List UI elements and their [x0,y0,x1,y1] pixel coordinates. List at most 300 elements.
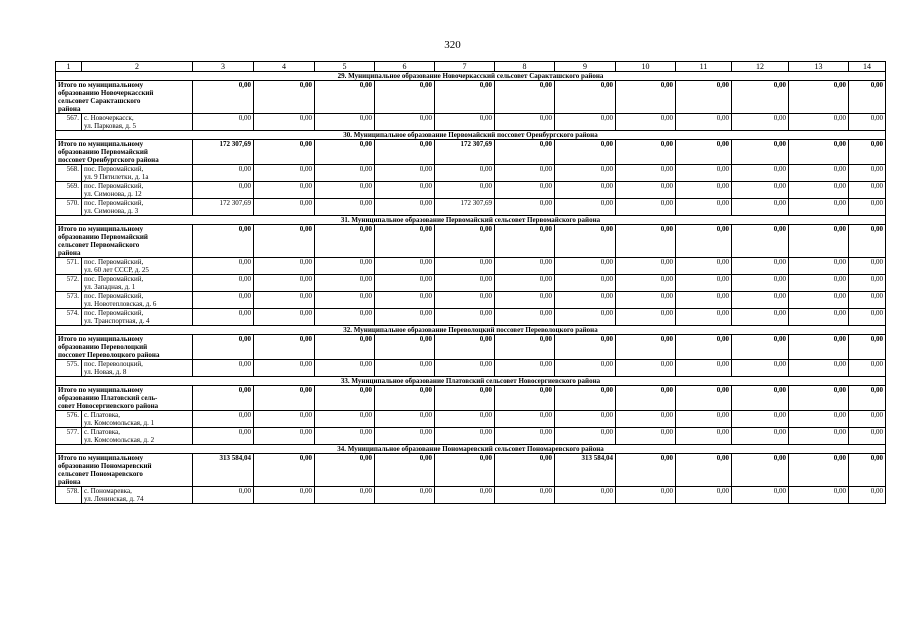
address-cell [82,275,193,292]
address-cell [82,411,193,428]
total-label-line: поссовет Переволоцкого района [58,351,160,359]
row-value: 0,00 [375,360,435,377]
total-value: 0,00 [193,225,254,258]
total-label-line: образованию Переволоцкий [58,343,148,351]
row-value: 0,00 [732,428,789,445]
row-value: 0,00 [555,411,616,428]
table-row [56,292,886,309]
row-value: 0,00 [732,411,789,428]
row-value: 0,00 [849,275,886,292]
total-value: 0,00 [789,225,849,258]
row-value: 0,00 [676,487,732,504]
section-title: 31. Муниципальное образование Первомайский сельсовет Первомайского района [56,216,886,225]
total-label [56,225,193,258]
row-value: 0,00 [495,360,555,377]
address-cell-line: пос. Первомайский, [84,292,144,300]
total-value: 0,00 [495,225,555,258]
total-value: 0,00 [555,140,616,165]
total-value: 0,00 [254,225,315,258]
row-value: 0,00 [555,199,616,216]
row-value: 0,00 [555,487,616,504]
total-value: 0,00 [254,140,315,165]
total-value: 0,00 [555,225,616,258]
total-value: 0,00 [789,386,849,411]
address-cell [82,258,193,275]
total-value: 0,00 [435,225,495,258]
row-value: 0,00 [435,292,495,309]
row-value: 0,00 [315,199,375,216]
row-number: 578. [56,487,82,504]
row-value: 0,00 [315,114,375,131]
total-value: 0,00 [616,454,676,487]
row-number: 573. [56,292,82,309]
total-label-line: района [58,478,81,486]
row-value: 0,00 [676,428,732,445]
total-value: 0,00 [732,140,789,165]
total-value: 0,00 [254,454,315,487]
row-value: 0,00 [435,309,495,326]
total-label-line: совет Новосергиевского района [58,402,159,410]
address-cell [82,428,193,445]
column-header: 9 [555,62,616,72]
row-value: 0,00 [676,275,732,292]
row-value: 0,00 [193,292,254,309]
section-title: 29. Муниципальное образование Новочеркасский сельсовет Саракташского района [56,72,886,81]
total-value: 0,00 [849,225,886,258]
row-value: 0,00 [849,487,886,504]
row-value: 0,00 [254,165,315,182]
row-value: 0,00 [315,309,375,326]
row-value: 0,00 [849,182,886,199]
row-value: 0,00 [315,182,375,199]
row-value: 0,00 [315,258,375,275]
row-value: 0,00 [254,487,315,504]
total-value: 0,00 [254,335,315,360]
address-cell-line: с. Платовка, [84,411,121,419]
row-value: 0,00 [849,165,886,182]
table-row [56,275,886,292]
row-value: 0,00 [676,292,732,309]
row-value: 0,00 [676,165,732,182]
total-value: 0,00 [315,335,375,360]
row-value: 0,00 [193,182,254,199]
row-number: 577. [56,428,82,445]
row-value: 0,00 [375,487,435,504]
row-value: 0,00 [789,199,849,216]
row-value: 0,00 [616,114,676,131]
row-value: 0,00 [193,275,254,292]
row-value: 0,00 [315,360,375,377]
total-value: 0,00 [375,386,435,411]
total-value: 0,00 [495,335,555,360]
row-value: 0,00 [315,275,375,292]
row-value: 0,00 [375,292,435,309]
address-cell-line: ул. Новая, д. 8 [84,368,127,376]
total-label-line: Итого по муниципальному [58,140,144,148]
row-value: 0,00 [315,411,375,428]
address-cell-line: пос. Первомайский, [84,165,144,173]
row-value: 0,00 [676,309,732,326]
row-value: 0,00 [616,199,676,216]
row-value: 0,00 [375,428,435,445]
total-value: 0,00 [435,386,495,411]
address-cell-line: ул. Новотепловская, д. 6 [84,300,157,308]
row-value: 172 307,69 [193,199,254,216]
column-header: 6 [375,62,435,72]
row-value: 0,00 [676,199,732,216]
total-value: 0,00 [849,386,886,411]
total-value: 0,00 [375,225,435,258]
total-value: 0,00 [315,81,375,114]
row-value: 0,00 [254,275,315,292]
row-value: 0,00 [789,182,849,199]
total-value: 0,00 [732,225,789,258]
row-number: 567. [56,114,82,131]
row-number: 572. [56,275,82,292]
total-value: 0,00 [315,140,375,165]
address-cell-line: ул. Парковая, д. 5 [84,122,136,130]
total-value: 0,00 [375,335,435,360]
row-value: 0,00 [849,411,886,428]
row-value: 0,00 [616,165,676,182]
row-value: 0,00 [193,411,254,428]
address-cell [82,360,193,377]
total-label-line: Итого по муниципальному [58,225,144,233]
row-value: 0,00 [789,258,849,275]
row-value: 0,00 [495,309,555,326]
address-cell-line: пос. Переволоцкий, [84,360,143,368]
row-value: 0,00 [732,258,789,275]
total-value: 313 584,04 [193,454,254,487]
total-value: 0,00 [375,454,435,487]
total-label-line: образованию Платовский сель- [58,394,158,402]
total-value: 0,00 [849,335,886,360]
row-value: 0,00 [193,309,254,326]
table-row [56,360,886,377]
section-title: 34. Муниципальное образование Пономаревский сельсовет Пономаревского района [56,445,886,454]
total-value: 0,00 [193,81,254,114]
row-value: 0,00 [495,411,555,428]
section-header-row [56,445,886,454]
total-label-line: Итого по муниципальному [58,454,144,462]
address-cell-line: ул. Западная, д. 1 [84,283,136,291]
row-value: 0,00 [495,275,555,292]
total-value: 172 307,69 [435,140,495,165]
address-cell [82,114,193,131]
row-value: 0,00 [495,258,555,275]
section-header-row [56,72,886,81]
total-label-line: образованию Первомайский [58,233,148,241]
row-value: 0,00 [375,199,435,216]
row-value: 0,00 [616,487,676,504]
total-value: 0,00 [849,454,886,487]
address-cell-line: с. Новочеркасск, [84,114,134,122]
row-number: 568. [56,165,82,182]
address-cell-line: пос. Первомайский, [84,275,144,283]
row-value: 0,00 [789,114,849,131]
total-value: 0,00 [315,225,375,258]
header-row [56,62,886,72]
table-row [56,487,886,504]
total-label [56,454,193,487]
row-value: 0,00 [375,258,435,275]
column-header: 8 [495,62,555,72]
total-row [56,386,886,411]
row-value: 0,00 [732,292,789,309]
total-label [56,140,193,165]
row-value: 0,00 [849,258,886,275]
row-value: 0,00 [254,428,315,445]
row-value: 0,00 [849,199,886,216]
row-value: 0,00 [789,360,849,377]
row-value: 0,00 [555,360,616,377]
total-value: 0,00 [435,81,495,114]
row-number: 576. [56,411,82,428]
total-value: 0,00 [555,386,616,411]
total-label-line: образованию Пономаревский [58,462,152,470]
total-value: 0,00 [193,386,254,411]
row-value: 0,00 [616,309,676,326]
row-value: 0,00 [193,165,254,182]
row-value: 0,00 [616,182,676,199]
row-value: 0,00 [435,114,495,131]
total-label-line: Итого по муниципальному [58,335,144,343]
row-value: 0,00 [375,309,435,326]
section-title: 32. Муниципальное образование Переволоцкий поссовет Переволоцкого района [56,326,886,335]
row-value: 0,00 [555,292,616,309]
address-cell-line: ул. 60 лет СССР, д. 25 [84,266,149,274]
row-number: 575. [56,360,82,377]
row-value: 0,00 [254,114,315,131]
row-value: 0,00 [435,182,495,199]
row-value: 0,00 [789,411,849,428]
section-header-row [56,326,886,335]
total-value: 0,00 [616,335,676,360]
total-value: 0,00 [732,454,789,487]
total-value: 0,00 [789,140,849,165]
row-value: 0,00 [732,487,789,504]
table-row [56,428,886,445]
row-value: 0,00 [676,360,732,377]
address-cell-line: пос. Первомайский, [84,258,144,266]
total-label-line: района [58,249,81,257]
column-header: 10 [616,62,676,72]
total-label-line: Итого по муниципальному [58,81,144,89]
column-header: 3 [193,62,254,72]
address-cell [82,309,193,326]
page-number: 320 [444,39,461,51]
total-label [56,81,193,114]
total-label-line: образованию Новочеркасский [58,89,154,97]
row-value: 0,00 [435,258,495,275]
row-value: 0,00 [315,428,375,445]
address-cell [82,182,193,199]
row-value: 0,00 [435,275,495,292]
column-header: 14 [849,62,886,72]
total-value: 0,00 [495,81,555,114]
row-value: 0,00 [375,182,435,199]
row-value: 0,00 [254,292,315,309]
row-value: 0,00 [555,165,616,182]
column-header: 1 [56,62,82,72]
total-label-line: поссовет Оренбургского района [58,156,159,164]
row-value: 0,00 [676,411,732,428]
row-value: 0,00 [435,165,495,182]
total-label-line: района [58,105,81,113]
row-value: 0,00 [676,182,732,199]
column-header: 2 [82,62,193,72]
row-value: 0,00 [789,292,849,309]
row-value: 0,00 [315,487,375,504]
total-label-line: образованию Первомайский [58,148,148,156]
section-title: 30. Муниципальное образование Первомайский поссовет Оренбургского района [56,131,886,140]
table-row [56,309,886,326]
column-header: 5 [315,62,375,72]
row-value: 0,00 [254,182,315,199]
row-value: 0,00 [789,165,849,182]
column-header: 12 [732,62,789,72]
table-row [56,258,886,275]
row-value: 0,00 [616,428,676,445]
row-value: 0,00 [375,275,435,292]
data-table [55,61,886,504]
total-value: 0,00 [616,225,676,258]
row-value: 0,00 [849,114,886,131]
row-value: 0,00 [732,199,789,216]
row-value: 0,00 [495,428,555,445]
row-value: 0,00 [789,275,849,292]
row-value: 0,00 [254,411,315,428]
total-value: 0,00 [789,454,849,487]
total-label [56,335,193,360]
total-value: 0,00 [435,454,495,487]
row-value: 0,00 [555,309,616,326]
total-label-line: сельсовет Пономаревского [58,470,143,478]
row-value: 0,00 [375,165,435,182]
address-cell-line: ул. Ленинская, д. 74 [84,495,144,503]
row-value: 0,00 [732,182,789,199]
total-value: 0,00 [676,454,732,487]
row-value: 0,00 [193,360,254,377]
row-value: 0,00 [435,428,495,445]
row-value: 0,00 [616,360,676,377]
row-value: 0,00 [676,258,732,275]
row-value: 0,00 [193,428,254,445]
total-value: 0,00 [375,81,435,114]
row-value: 0,00 [732,165,789,182]
row-value: 0,00 [254,309,315,326]
column-header: 4 [254,62,315,72]
address-cell [82,199,193,216]
row-value: 0,00 [254,258,315,275]
total-value: 0,00 [676,386,732,411]
total-value: 172 307,69 [193,140,254,165]
row-value: 0,00 [849,428,886,445]
total-value: 0,00 [732,335,789,360]
total-row [56,335,886,360]
row-value: 0,00 [435,360,495,377]
total-value: 0,00 [789,81,849,114]
row-number: 569. [56,182,82,199]
total-row [56,225,886,258]
total-value: 0,00 [616,386,676,411]
column-header: 11 [676,62,732,72]
row-value: 0,00 [375,411,435,428]
total-label-line: сельсовет Саракташского [58,97,141,105]
row-value: 0,00 [435,411,495,428]
address-cell-line: пос. Первомайский, [84,182,144,190]
total-value: 0,00 [495,140,555,165]
table-row [56,199,886,216]
column-header: 7 [435,62,495,72]
row-value: 0,00 [495,199,555,216]
address-cell-line: ул. Транспортная, д. 4 [84,317,150,325]
column-header: 13 [789,62,849,72]
row-value: 0,00 [789,487,849,504]
address-cell-line: ул. Симонова, д. 3 [84,207,139,215]
row-value: 0,00 [193,487,254,504]
total-value: 0,00 [849,140,886,165]
section-header-row [56,216,886,225]
row-value: 0,00 [495,292,555,309]
address-cell-line: ул. 9 Пятилетки, д. 1а [84,173,149,181]
row-number: 570. [56,199,82,216]
row-value: 0,00 [495,182,555,199]
table-row [56,411,886,428]
total-value: 0,00 [315,454,375,487]
total-value: 0,00 [616,81,676,114]
total-value: 0,00 [849,81,886,114]
total-row [56,81,886,114]
address-cell-line: ул. Комсомольская, д. 2 [84,436,155,444]
row-value: 0,00 [789,428,849,445]
total-value: 0,00 [676,81,732,114]
row-value: 0,00 [732,309,789,326]
row-value: 172 307,69 [435,199,495,216]
row-value: 0,00 [555,275,616,292]
table-row [56,165,886,182]
total-value: 0,00 [495,454,555,487]
total-value: 313 584,04 [555,454,616,487]
total-value: 0,00 [495,386,555,411]
table-row [56,114,886,131]
total-value: 0,00 [315,386,375,411]
total-row [56,140,886,165]
address-cell [82,165,193,182]
total-value: 0,00 [254,81,315,114]
total-value: 0,00 [789,335,849,360]
row-value: 0,00 [495,114,555,131]
total-value: 0,00 [676,335,732,360]
address-cell [82,292,193,309]
row-number: 571. [56,258,82,275]
row-value: 0,00 [375,114,435,131]
row-value: 0,00 [849,292,886,309]
total-row [56,454,886,487]
section-header-row [56,131,886,140]
row-value: 0,00 [254,199,315,216]
row-value: 0,00 [193,258,254,275]
address-cell-line: ул. Симонова, д. 12 [84,190,142,198]
row-value: 0,00 [315,292,375,309]
address-cell-line: ул. Комсомольская, д. 1 [84,419,155,427]
row-value: 0,00 [616,411,676,428]
row-value: 0,00 [555,114,616,131]
row-value: 0,00 [254,360,315,377]
table-row [56,182,886,199]
total-value: 0,00 [676,225,732,258]
row-value: 0,00 [616,292,676,309]
